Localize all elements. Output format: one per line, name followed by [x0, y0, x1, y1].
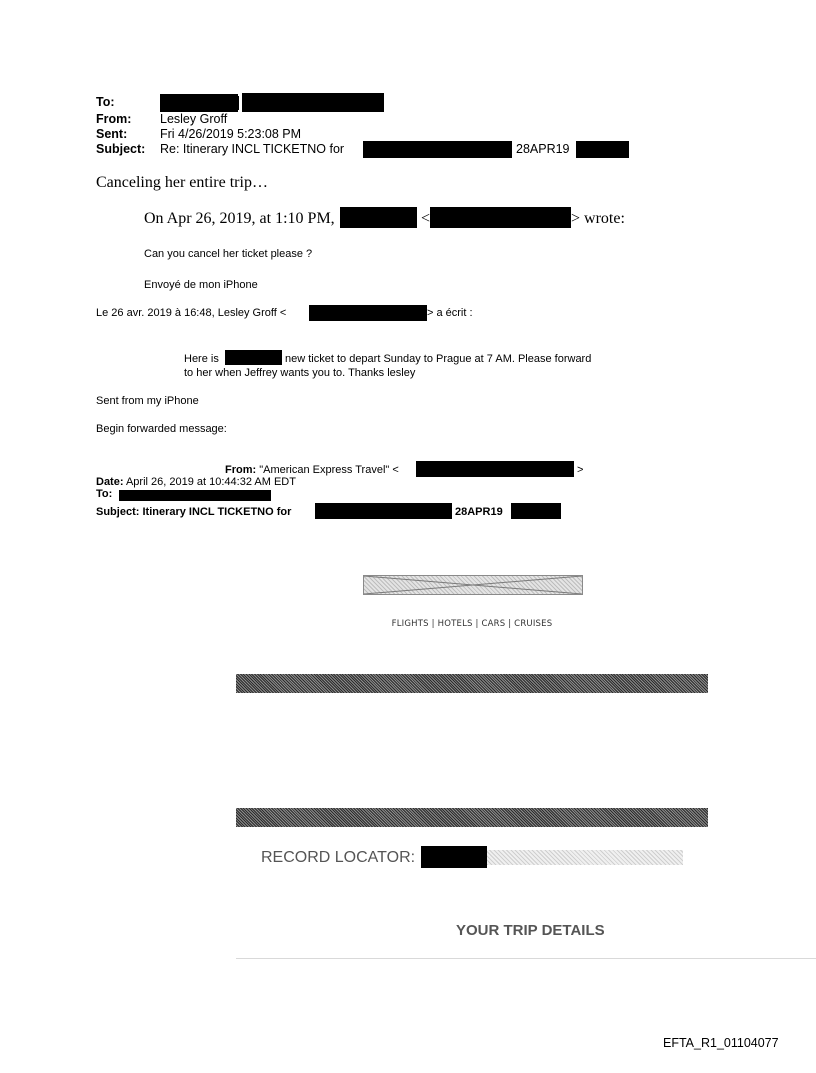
reply-text: Canceling her entire trip… — [96, 174, 268, 191]
redaction-block — [430, 207, 571, 228]
trip-details-title: YOUR TRIP DETAILS — [456, 922, 605, 939]
fwd-to-label: To: — [96, 488, 113, 500]
redaction-block — [511, 503, 561, 519]
from-value: Lesley Groff — [160, 112, 228, 126]
quote-intro-prefix: On Apr 26, 2019, at 1:10 PM, — [144, 210, 335, 227]
redaction-block — [225, 350, 282, 365]
fwd-date-row — [96, 476, 296, 488]
envoye-line: Envoyé de mon iPhone — [144, 279, 258, 291]
redaction-block — [309, 305, 427, 321]
redaction-block — [421, 846, 487, 868]
redaction-block — [242, 93, 384, 112]
subject-date: 28APR19 — [516, 142, 570, 156]
hatched-divider-bar — [236, 674, 708, 693]
redaction-block — [576, 141, 629, 158]
quote-intro-suffix: > wrote: — [571, 210, 625, 227]
fwd-from-label: From: — [225, 464, 257, 476]
fwd-date-value: April 26, 2019 at 10:44:32 AM EDT — [125, 476, 296, 488]
subject-label: Subject: — [96, 142, 146, 156]
fwd-from-value: "American Express Travel" < — [259, 464, 399, 476]
to-label: To: — [96, 95, 115, 109]
sent-label: Sent: — [96, 127, 128, 141]
redaction-block — [416, 461, 574, 477]
from-label: From: — [96, 112, 132, 126]
nav-links[interactable]: FLIGHTS | HOTELS | CARS | CRUISES — [391, 619, 553, 629]
fwd-from-row — [225, 464, 399, 476]
here-is-label: Here is — [184, 353, 219, 365]
hatched-divider-bar — [236, 808, 708, 827]
subject-prefix: Re: Itinerary INCL TICKETNO for — [160, 142, 345, 156]
record-locator-label: RECORD LOCATOR: — [261, 849, 416, 866]
broken-banner-image — [363, 575, 583, 595]
redaction-block — [340, 207, 417, 228]
redaction-block — [363, 141, 512, 158]
fwd-date-label: Date: — [96, 476, 124, 488]
fwd-subject-value: Itinerary INCL TICKETNO for — [142, 506, 292, 518]
sent-value: Fri 4/26/2019 5:23:08 PM — [160, 127, 302, 141]
bates-number: EFTA_R1_01104077 — [663, 1036, 779, 1050]
sent-from-iphone: Sent from my iPhone — [96, 395, 199, 407]
record-locator-value-area — [487, 850, 683, 865]
cancel-request: Can you cancel her ticket please ? — [144, 248, 313, 260]
le-line-suffix: > a écrit : — [427, 307, 473, 319]
quote-intro-lt: < — [421, 210, 431, 227]
section-divider — [236, 958, 816, 959]
begin-forwarded: Begin forwarded message: — [96, 423, 227, 435]
bracket-mark — [238, 96, 241, 110]
here-is-line2: to her when Jeffrey wants you to. Thanks lesley — [184, 367, 416, 379]
image-placeholder-icon — [364, 576, 582, 594]
le-line-prefix: Le 26 avr. 2019 à 16:48, Lesley Groff < — [96, 307, 287, 319]
fwd-subject-row — [96, 506, 291, 518]
redaction-block — [160, 94, 238, 112]
fwd-subject-date: 28APR19 — [455, 506, 503, 518]
here-is-rest: new ticket to depart Sunday to Prague at 7 AM. Please forward — [285, 353, 592, 365]
fwd-from-close: > — [577, 464, 584, 476]
fwd-subject-label: Subject: — [96, 506, 140, 518]
redaction-block — [315, 503, 452, 519]
redaction-block — [119, 490, 271, 501]
